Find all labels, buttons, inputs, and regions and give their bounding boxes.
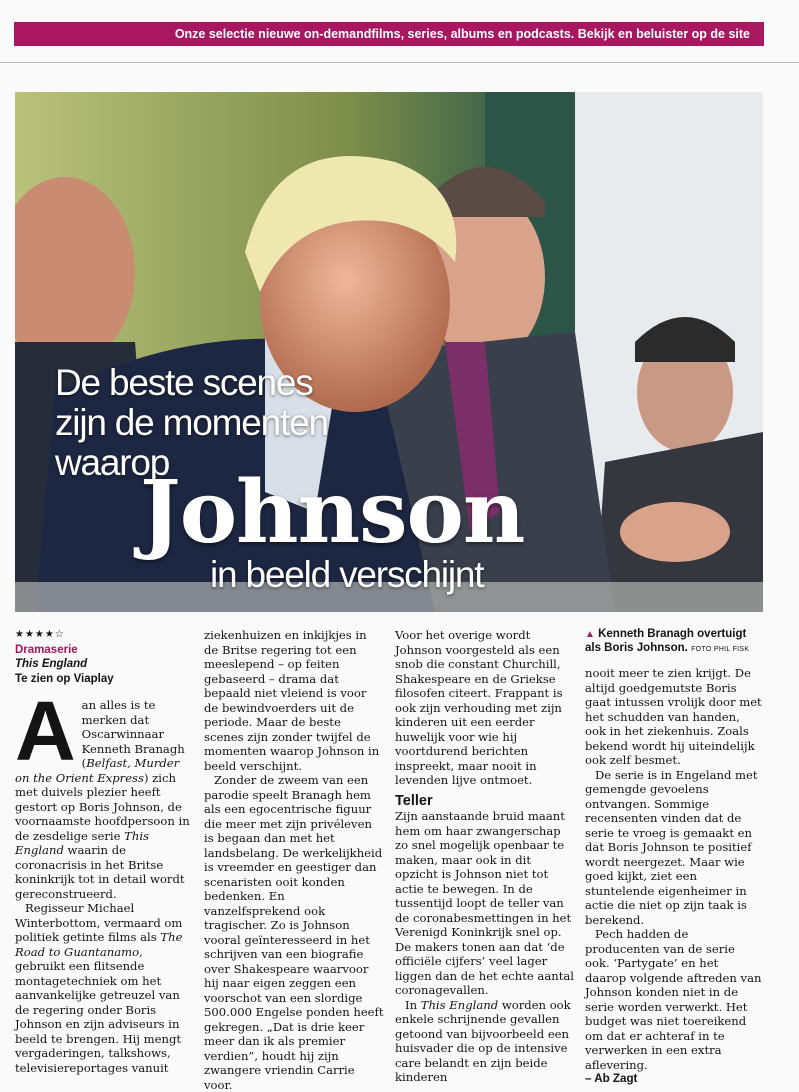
body-paragraph: Zonder de zweem van een parodie speelt Branagh hem als een egocentrische figuur die meer met zijn privéleven is begaan dan met het landsbelang. De werkelijkheid is vreemder en geestiger dan scenaristen ooit konden bedenken. En vanzelfsprekend ook tragischer. Zo is Johnson vooral geïnteresseerd in het schrijven van een biografie over Shakespeare waarvoor hij naar eigen zeggen een voorschot van een slordige 500.000 Engelse ponden heeft gekregen. „Dat is drie keer meer dan ik als premier verdien”, houdt hij zijn zwangere vriendin Carrie voor.: [204, 773, 384, 1092]
banner-text: Onze selectie nieuwe on-demandfilms, series, albums en podcasts. Bekijk en beluister op de site: [174, 27, 750, 41]
body-paragraph: Pech hadden de producenten van de serie ook. ‘Partygate’ en het daarop volgende aftreden van Johnson konden niet in de serie worden verwerkt. Het budget was niet toereikend om dat er achteraf in te verwerken in een extra aflevering.: [585, 927, 762, 1072]
headline-line-2: zijn de momenten: [55, 402, 328, 443]
text-run: an alles is te merken dat Oscarwinnaar Kenneth Branagh (: [81, 698, 185, 770]
body-paragraph: [15, 901, 195, 1075]
photo-credit: FOTO PHIL FISK: [691, 645, 750, 653]
divider: [0, 62, 799, 63]
author-signature: – Ab Zagt: [585, 1072, 638, 1085]
text-run: ) zich met duivels plezier heeft gestort op Boris Johnson, de voornaamste hoofdpersoon in de zesdelige serie: [15, 770, 190, 843]
series-title: This England: [15, 658, 88, 670]
text-run: Regisseur Michael Winterbottom, vermaard om politiek getinte films als: [15, 901, 183, 944]
body-paragraph: Voor het overige wordt Johnson voorgesteld als een snob die constant Churchill, Shakespeare en de Griekse filosofen citeert. Frappant is ook zijn verhouding met zijn kinderen uit een eerder huwelijk voor wie hij voortdurend berichten inspreekt, maar nooit in levenden lijve ontmoet.: [395, 628, 563, 787]
photo-caption: [585, 628, 763, 656]
platform-label: Te zien op Viaplay: [15, 672, 114, 685]
genre-label: Dramaserie: [15, 643, 78, 656]
headline: [15, 92, 763, 612]
column-4: [585, 628, 763, 1087]
body-paragraph: ziekenhuizen en inkijkjes in de Britse regering tot een meeslepend – op feiten gebaseerd – drama dat bepaald niet vleiend is voor de bewindvoerders uit de periode. Maar de beste scenes zijn zonder twijfel de momenten waarop Johnson in beeld verschijnt.: [204, 628, 380, 773]
banner-notch: [10, 22, 14, 46]
column-3: [395, 628, 575, 1085]
body-paragraph: Zijn aanstaande bruid maant hem om haar zwangerschap zo snel mogelijk openbaar te maken, maar ook in dit opzicht is Johnson niet tot actie te bewegen. In de tussentijd loopt de teller van de coronabesmettingen in het Verenigd Koninkrijk snel op. De makers tonen aan dat ‘de officiële cijfers’ veel lager liggen dan de het echte aantal coronagevallen.: [395, 809, 574, 997]
column-1: [15, 628, 195, 1075]
caption-text: Kenneth Branagh overtuigt als Boris Johnson.: [585, 628, 747, 654]
body-paragraph: [15, 684, 195, 901]
headline-line-4: in beeld verschijnt: [210, 554, 484, 595]
triangle-icon: ▲: [585, 629, 595, 640]
hero-photo: [15, 92, 763, 612]
headline-line-1: De beste scenes: [55, 362, 313, 403]
text-run-italic: The Road to Guantanamo: [15, 930, 183, 959]
headline-name: Johnson: [140, 462, 525, 563]
body-paragraph: nooit meer te zien krijgt. De altijd goedgemutste Boris gaat intussen vrolijk door met het schudden van handen, ook in het ziekenhuis. Zoals bekend wordt hij uiteindelijk ook zelf besmet.: [585, 666, 762, 767]
text-run-italic: This England: [15, 828, 150, 857]
rating-stars: ★★★★☆: [15, 629, 65, 640]
text-run: In: [405, 997, 421, 1012]
body-paragraph: [395, 998, 575, 1085]
text-run: worden ook enkele schrijnende gevallen getoond van bijvoorbeeld een huisvader die op de intensive care belandt en zijn beide kinderen: [395, 997, 571, 1084]
text-run: , gebruikt een flitsende montagetechniek om het aanvankelijke getreuzel van de regering onder Boris Johnson en zijn adviseurs in beeld te brengen. Hij mengt vergaderingen, talkshows, televisiereportages vanuit: [15, 944, 182, 1075]
text-run-italic: This England: [420, 997, 499, 1012]
drop-cap: A: [15, 684, 76, 778]
headline-line-3: waarop: [55, 442, 170, 483]
subheading: Teller: [395, 792, 433, 809]
text-run: waarin de coronacrisis in het Britse koninkrijk tot in detail wordt gereconstrueerd.: [15, 843, 185, 901]
body-paragraph: De serie is in Engeland met gemengde gevoelens ontvangen. Sommige recensenten vinden dat de serie te vroeg is gemaakt en dat Boris Johnson te positief wordt neergezet. Maar wie goed kijkt, ziet een stuntelende eigenheimer in actie die niet op zijn taak is berekend.: [585, 767, 758, 927]
site-banner[interactable]: [10, 22, 764, 46]
text-run-italic: Belfast, Murder on the Orient Express: [15, 756, 180, 785]
column-2: [204, 628, 384, 1092]
